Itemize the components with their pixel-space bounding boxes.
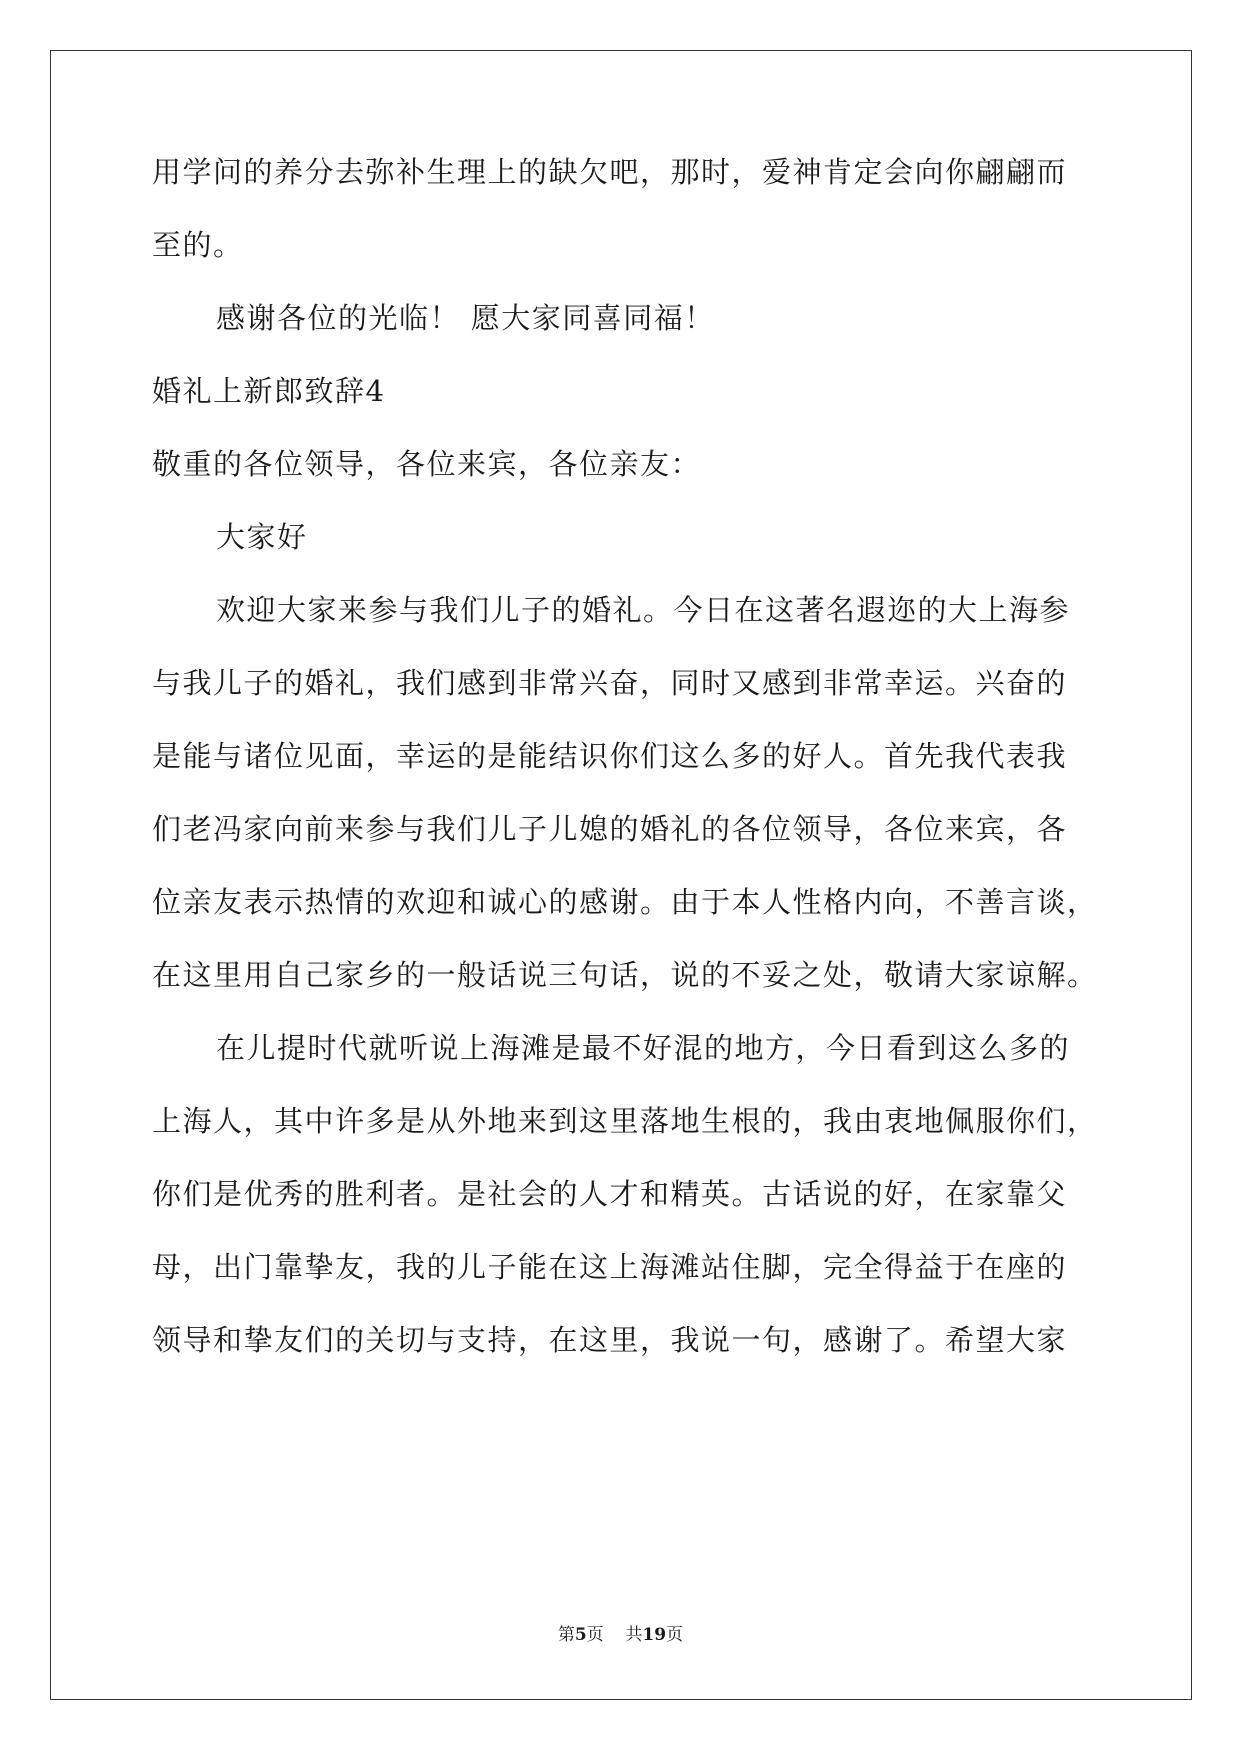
paragraph-line: 母，出门靠挚友，我的儿子能在这上海滩站住脚，完全得益于在座的 xyxy=(152,1250,1068,1284)
greeting: 大家好 xyxy=(216,520,308,554)
paragraph-line: 用学问的养分去弥补生理上的缺欠吧，那时，爱神肯定会向你翩翩而 xyxy=(152,155,1068,189)
section-heading: 婚礼上新郎致辞4 xyxy=(152,374,386,408)
footer-total-unit: 页 xyxy=(666,1625,684,1645)
footer-total-prefix: 共 xyxy=(625,1625,643,1645)
paragraph-line: 欢迎大家来参与我们儿子的婚礼。今日在这著名遐迩的大上海参 xyxy=(216,593,1071,627)
paragraph-line: 上海人，其中许多是从外地来到这里落地生根的，我由衷地佩服你们， xyxy=(152,1104,1098,1138)
footer-page-unit: 页 xyxy=(586,1625,604,1645)
paragraph-line: 在儿提时代就听说上海滩是最不好混的地方，今日看到这么多的 xyxy=(216,1031,1071,1065)
total-page-count: 19 xyxy=(642,1625,667,1645)
current-page-number: 5 xyxy=(574,1625,587,1645)
paragraph-line: 你们是优秀的胜利者。是社会的人才和精英。古话说的好，在家靠父 xyxy=(152,1177,1068,1211)
paragraph-line: 在这里用自己家乡的一般话说三句话，说的不妥之处，敬请大家谅解。 xyxy=(152,958,1098,992)
paragraph-line: 至的。 xyxy=(152,228,244,262)
footer-prefix: 第 xyxy=(557,1625,575,1645)
paragraph-line: 领导和挚友们的关切与支持，在这里，我说一句，感谢了。希望大家 xyxy=(152,1323,1068,1357)
paragraph-line: 们老冯家向前来参与我们儿子儿媳的婚礼的各位领导，各位来宾，各 xyxy=(152,812,1068,846)
paragraph-line: 与我儿子的婚礼，我们感到非常兴奋，同时又感到非常幸运。兴奋的 xyxy=(152,666,1068,700)
paragraph-line: 位亲友表示热情的欢迎和诚心的感谢。由于本人性格内向，不善言谈， xyxy=(152,885,1098,919)
paragraph-line: 感谢各位的光临！ 愿大家同喜同福！ xyxy=(216,301,715,335)
paragraph-line: 是能与诸位见面，幸运的是能结识你们这么多的好人。首先我代表我 xyxy=(152,739,1068,773)
salutation: 敬重的各位领导，各位来宾，各位亲友： xyxy=(152,447,702,481)
page-footer xyxy=(0,1620,1241,1645)
